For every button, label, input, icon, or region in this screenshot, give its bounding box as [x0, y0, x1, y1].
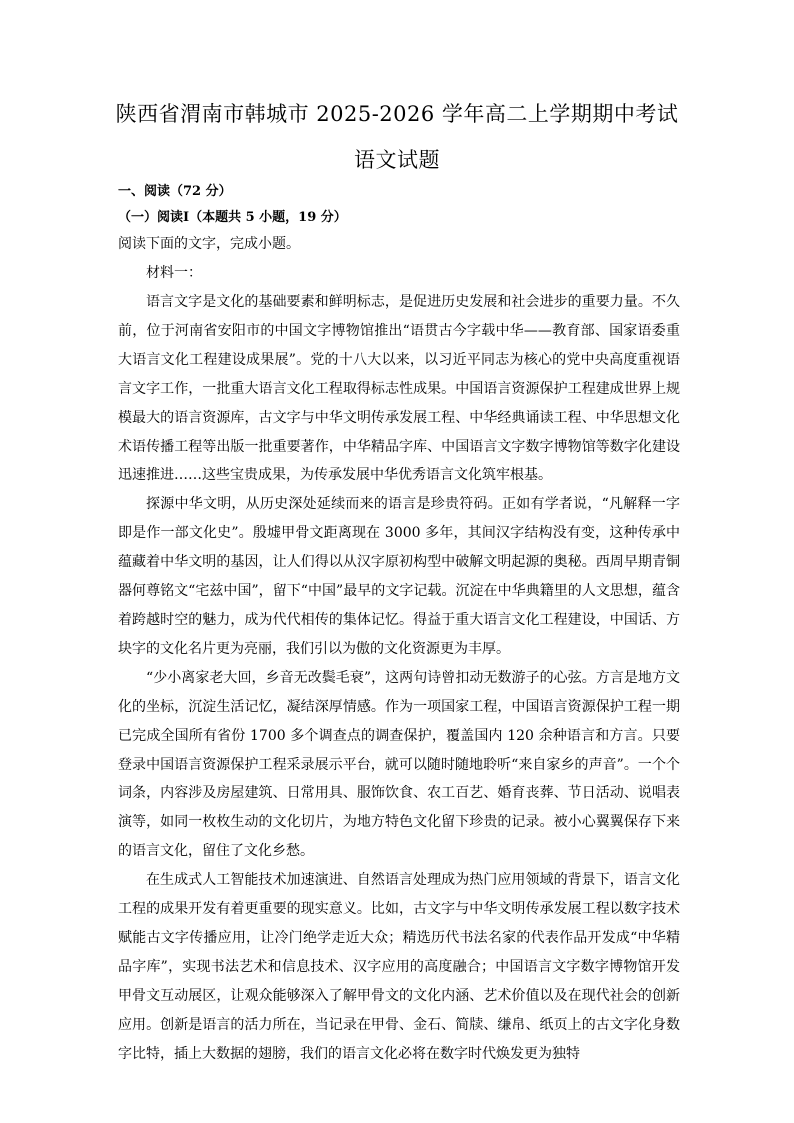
reading-instruction: 阅读下面的文字，完成小题。	[118, 236, 300, 252]
section-heading: 一、阅读（72 分）	[118, 184, 232, 199]
material-label: 材料一：	[146, 265, 202, 281]
document-subtitle: 语文试题	[354, 148, 440, 172]
passage-paragraph: 在生成式人工智能技术加速演进、自然语言处理成为热门应用领域的背景下，语言文化工程的成果开发有着更重要的现实意义。比如，古文字与中华文明传承发展工程以数字技术赋能古文字传播应用，让冷门绝学走近大众；精选历代书法名家的代表作品开发成“中华精品字库”，实现书法艺术和信息技术、汉字应用的高度融合；中国语言文字数字博物馆开发甲骨文互动展区，让观众能够深入了解甲骨文的文化内涵、艺术价值以及在现代社会的创新应用。创新是语言的活力所在，当记录在甲骨、金石、简牍、缣帛、纸页上的古文字化身数字比特，插上大数据的翅膀，我们的语言文化必将在数字时代焕发更为独特	[118, 872, 680, 1062]
document-title: 陕西省渭南市韩城市 2025-2026 学年高二上学期期中考试	[115, 102, 679, 126]
passage-paragraph: 探源中华文明，从历史深处延续而来的语言是珍贵符码。正如有学者说，“凡解释一字即是作一部文化史”。殷墟甲骨文距离现在 3000 多年，其间汉字结构没有变，这种传承中蕴藏着中华文明的基因，让人们得以从汉字原初构型中破解文明起源的奥秘。西周早期青铜器何尊铭文“宅兹中国”，留下“中国”最早的文字记载。沉淀在中华典籍里的人文思想，蕴含着跨越时空的魅力，成为代代相传的集体记忆。得益于重大语言文化工程建设，中国话、方块字的文化名片更为亮丽，我们引以为傲的文化资源更为丰厚。	[118, 496, 680, 657]
passage-paragraph: “少小离家老大回，乡音无改鬓毛衰”，这两句诗曾扣动无数游子的心弦。方言是地方文化的坐标，沉淀生活记忆，凝结深厚情感。作为一项国家工程，中国语言资源保护工程一期已完成全国所有省份 1700 多个调查点的调查保护，覆盖国内 120 余种语言和方言。只要登录中国语言资源保护工程采录展示平台，就可以随时随地聆听“来自家乡的声音”。一个个词条，内容涉及房屋建筑、日常用具、服饰饮食、农工百艺、婚育丧葬、节日活动、说唱表演等，如同一枚枚生动的文化切片，为地方特色文化留下珍贵的记录。被小心翼翼保存下来的语言文化，留住了文化乡愁。	[118, 669, 680, 860]
passage-paragraph: 语言文字是文化的基础要素和鲜明标志，是促进历史发展和社会进步的重要力量。不久前，位于河南省安阳市的中国文字博物馆推出“语贯古今字载中华——教育部、国家语委重大语言文化工程建设成果展”。党的十八大以来，以习近平同志为核心的党中央高度重视语言文字工作，一批重大语言文化工程取得标志性成果。中国语言资源保护工程建成世界上规模最大的语言资源库，古文字与中华文明传承发展工程、中华经典诵读工程、中华思想文化术语传播工程等出版一批重要著作，中华精品字库、中国语言文字数字博物馆等数字化建设迅速推进……这些宝贵成果，为传承发展中华优秀语言文化筑牢根基。	[118, 294, 680, 484]
passage-body	[118, 288, 680, 1068]
subsection-heading: （一）阅读Ⅰ（本题共 5 小题，19 分）	[118, 210, 347, 225]
